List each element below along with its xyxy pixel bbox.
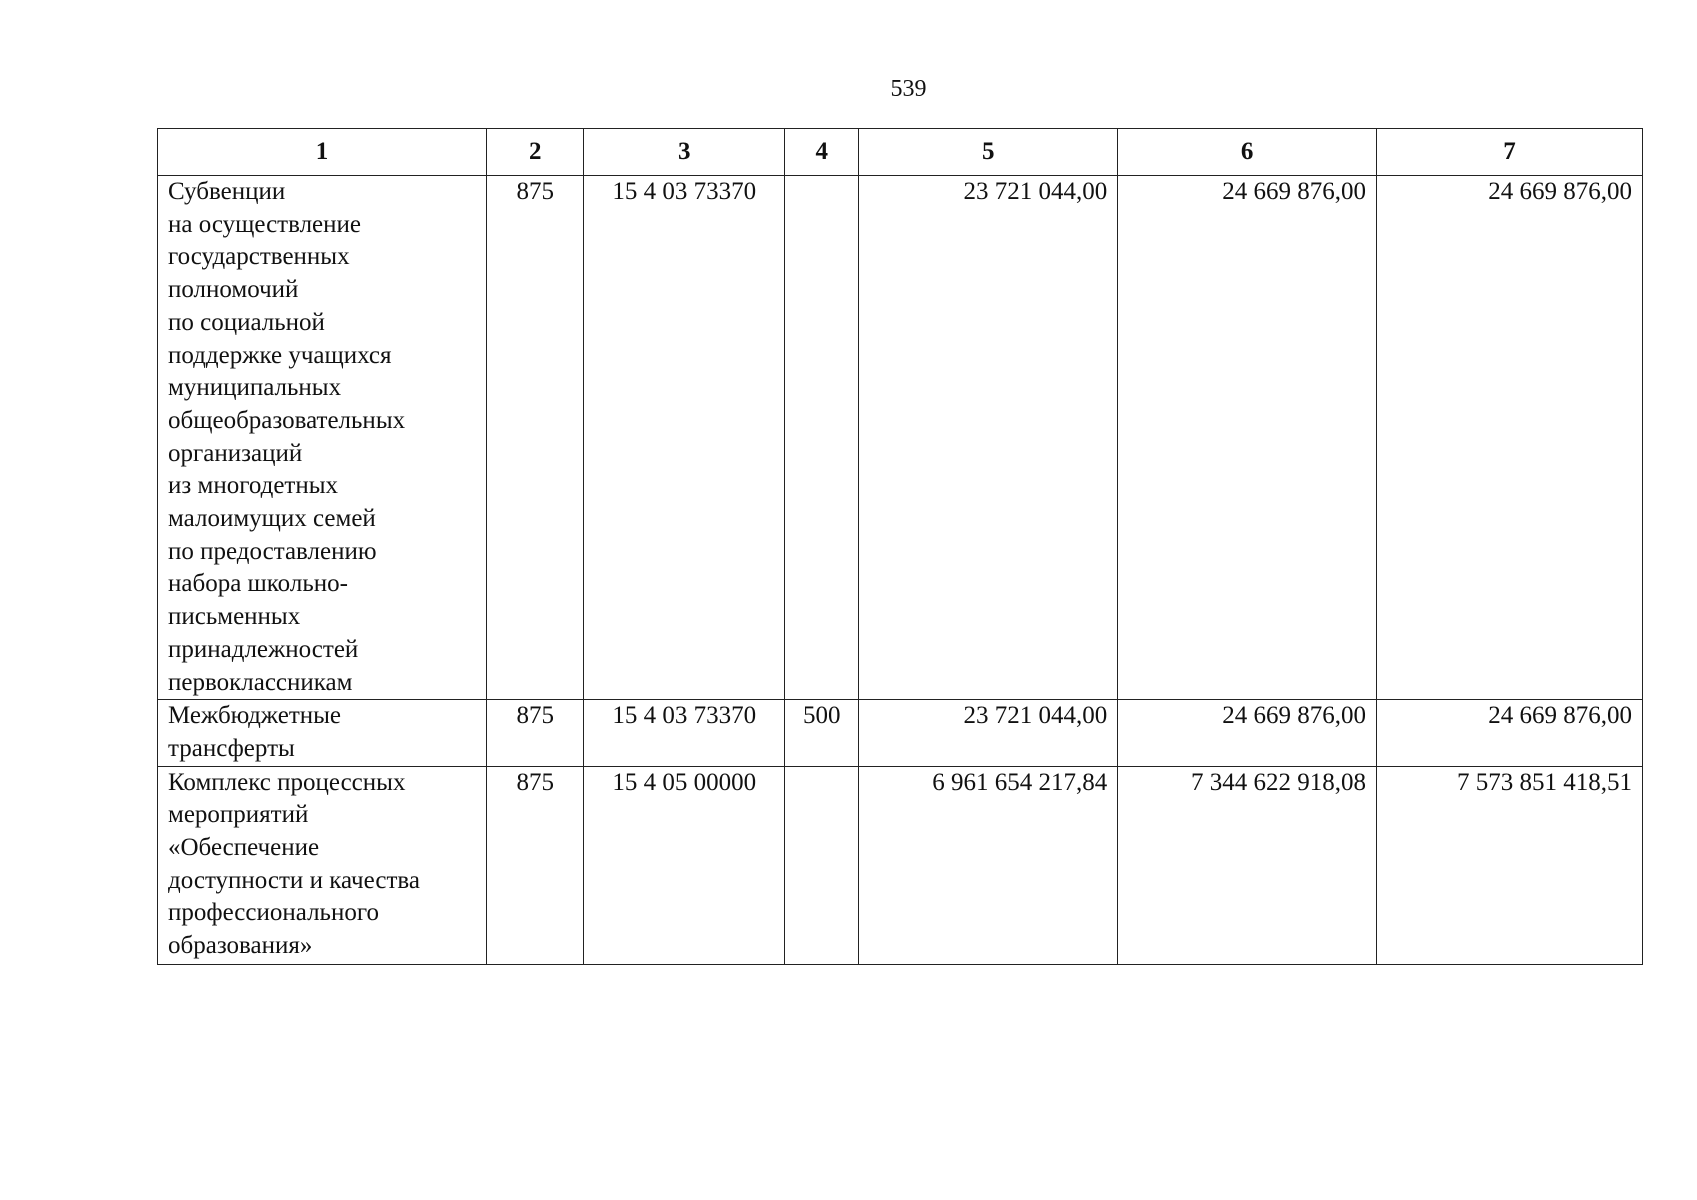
name-line: полномочий — [168, 276, 299, 304]
amount-cell-6: 7 344 622 918,08 — [1118, 766, 1377, 964]
amount-cell-6: 24 669 876,00 — [1118, 176, 1377, 700]
admin-code-cell: 875 — [487, 176, 584, 700]
amount-cell-7: 24 669 876,00 — [1377, 176, 1643, 700]
column-header-2: 2 — [487, 129, 584, 176]
name-line: принадлежностей — [168, 635, 359, 663]
name-line: из многодетных — [168, 472, 339, 500]
name-line: первоклассникам — [168, 668, 353, 696]
amount-cell-7: 7 573 851 418,51 — [1377, 766, 1643, 964]
name-line: общеобразовательных — [168, 406, 406, 434]
amount-cell-5: 6 961 654 217,84 — [859, 766, 1118, 964]
column-header-3: 3 — [584, 129, 785, 176]
amount-cell-5: 23 721 044,00 — [859, 176, 1118, 700]
amount-cell-5: 23 721 044,00 — [859, 700, 1118, 766]
name-line: по социальной — [168, 308, 325, 336]
table-row — [158, 766, 1643, 964]
column-header-5: 5 — [859, 129, 1118, 176]
name-line: на осуществление — [168, 210, 362, 238]
name-line: письменных — [168, 603, 301, 631]
name-line: «Обеспечение — [168, 834, 320, 862]
name-line: Субвенции — [168, 178, 286, 205]
name-line: поддержке учащихся — [168, 341, 392, 369]
expense-type-cell — [785, 176, 859, 700]
name-line: организаций — [168, 439, 303, 467]
name-line: Комплекс процессных — [168, 768, 406, 796]
expense-type-cell — [785, 766, 859, 964]
name-line: малоимущих семей — [168, 505, 376, 533]
name-line: Межбюджетные — [168, 702, 342, 730]
admin-code-cell: 875 — [487, 700, 584, 766]
name-line: доступности и качества — [168, 866, 420, 894]
name-line: мероприятий — [168, 801, 309, 829]
name-line: профессионального — [168, 899, 379, 927]
column-header-6: 6 — [1118, 129, 1377, 176]
page-number: 539 — [890, 76, 927, 102]
table-row — [158, 176, 1643, 700]
name-line: трансферты — [168, 734, 295, 762]
name-line: муниципальных — [168, 374, 342, 402]
row-name-cell — [158, 766, 487, 964]
name-line: образования» — [168, 932, 313, 960]
header-row — [158, 129, 1643, 176]
amount-cell-7: 24 669 876,00 — [1377, 700, 1643, 766]
column-header-4: 4 — [785, 129, 859, 176]
column-header-1: 1 — [158, 129, 487, 176]
name-line: государственных — [168, 243, 350, 271]
row-name-cell — [158, 700, 487, 766]
row-name-cell — [158, 176, 487, 700]
target-article-cell: 15 4 03 73370 — [584, 176, 785, 700]
amount-cell-6: 24 669 876,00 — [1118, 700, 1377, 766]
admin-code-cell: 875 — [487, 766, 584, 964]
target-article-cell: 15 4 03 73370 — [584, 700, 785, 766]
table-row — [158, 700, 1643, 766]
target-article-cell: 15 4 05 00000 — [584, 766, 785, 964]
name-line: по предоставлению — [168, 537, 377, 565]
column-header-7: 7 — [1377, 129, 1643, 176]
budget-table — [157, 128, 1643, 965]
expense-type-cell: 500 — [785, 700, 859, 766]
name-line: набора школьно- — [168, 570, 348, 598]
